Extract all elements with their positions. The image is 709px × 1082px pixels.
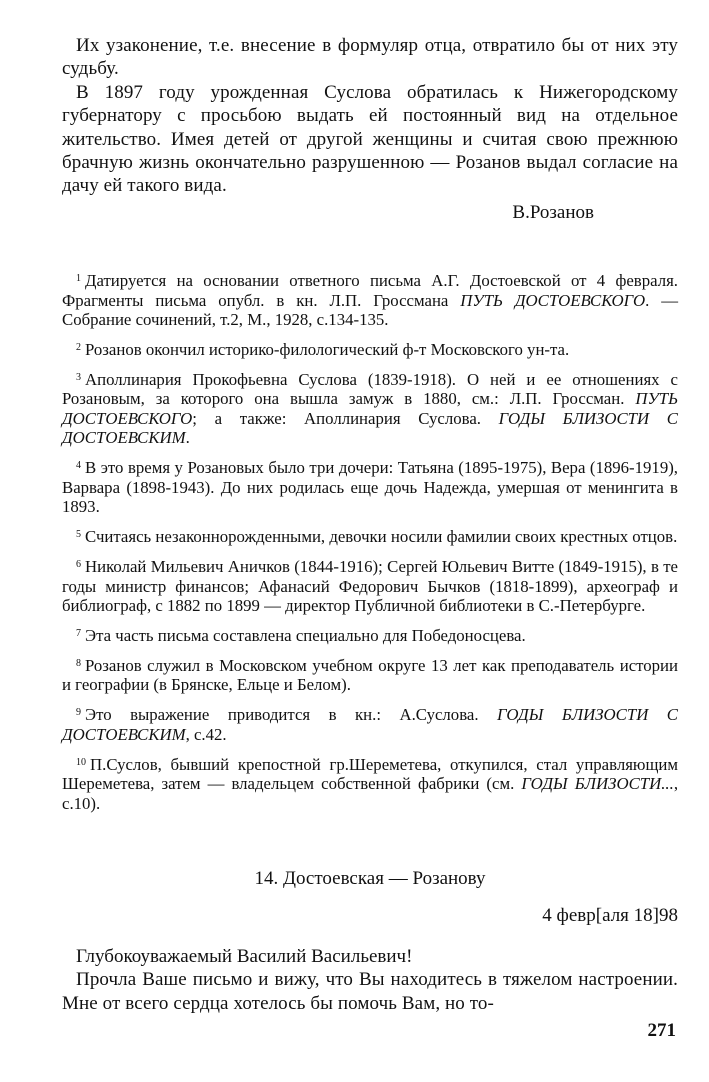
- footnote-2: $^2$ Розанов окончил историко-филологический ф-т Московского ун-та.: [76, 340, 570, 360]
- footnote-9: $^9$ Это выражение приводится в кн.: А.Суслова. ГОДЫ БЛИЗОСТИ С ДОСТОЕВСКИМ, с.42.: [62, 705, 678, 744]
- footnotes: [62, 269, 678, 813]
- footnote-5: $^5$ Считаясь незаконнорожденными, девочки носили фамилии своих крестных отцов.: [76, 527, 678, 547]
- footnote-1: $^1$ Датируется на основании ответного письма А.Г. Достоевской от 4 февраля. Фрагменты письма опубл. в кн. Л.П. Гроссмана ПУТЬ ДОСТОЕВСКОГО. — Собрание сочинений, т.2, М., 1928, с.134-135.: [62, 271, 679, 330]
- letter-paragraph-1: Прочла Ваше письмо и вижу, что Вы находитесь в тяжелом настроении. Мне от всего сердца хотелось бы помочь Вам, но то-: [62, 969, 678, 1014]
- footnote-7: $^7$ Эта часть письма составлена специально для Победоносцева.: [76, 625, 526, 645]
- page-number: 271: [647, 1020, 676, 1041]
- letter-title: 14. Достоевская — Розанову: [254, 867, 486, 889]
- body-paragraph-2: В 1897 году урожденная Суслова обратилась к Нижегородскому губернатору с просьбою выдать ей постоянный вид на отдельное жительство. Имея детей от другой женщины и считая свою прежнюю брачную жизнь окончательно разрушенною — Розанов выдал согласие на дачу ей такого вида.: [62, 81, 678, 197]
- signature: В.Розанов: [512, 201, 594, 223]
- footnote-8: $^8$ Розанов служил в Московском учебном округе 13 лет как преподаватель истории и географии (в Брянске, Ельце и Белом).: [62, 655, 678, 695]
- footnote-3: $^3$ Аполлинария Прокофьевна Суслова (1839-1918). О ней и ее отношениях с Розановым, за которого она вышла замуж в 1880, см.: Л.П. Гроссман. ПУТЬ ДОСТОЕВСКОГО; а также: Аполлинария Суслова. ГОДЫ БЛИЗОСТИ С ДОСТОЕВСКИМ.: [62, 370, 678, 448]
- footnote-10: $^{10}$ П.Суслов, бывший крепостной гр.Шереметева, откупился, стал управляющим Шереметева, затем — владельцем собственной фабрики (см. ГОДЫ БЛИЗОСТИ..., с.10).: [62, 754, 679, 813]
- page: [62, 34, 678, 1015]
- letter-date: 4 февр[аля 18]98: [542, 904, 678, 926]
- body-paragraph-1: Их узаконение, т.е. внесение в формуляр отца, отвратило бы от них эту судьбу.: [62, 35, 678, 80]
- footnote-4: $^4$ В это время у Розановых было три дочери: Татьяна (1895-1975), Вера (1896-1919), Варвара (1898-1943). До них родилась еще дочь Надежда, умершая от менингита в 1893.: [62, 458, 678, 517]
- letter-salutation: Глубокоуважаемый Василий Васильевич!: [76, 945, 413, 967]
- footnote-6: $^6$ Николай Мильевич Аничков (1844-1916); Сергей Юльевич Витте (1849-1915), в те годы министр финансов; Афанасий Федорович Бычков (1818-1899), археограф и библиограф, с 1882 по 1899 — директор Публичной библиотеки в С.-Петербурге.: [62, 557, 678, 615]
